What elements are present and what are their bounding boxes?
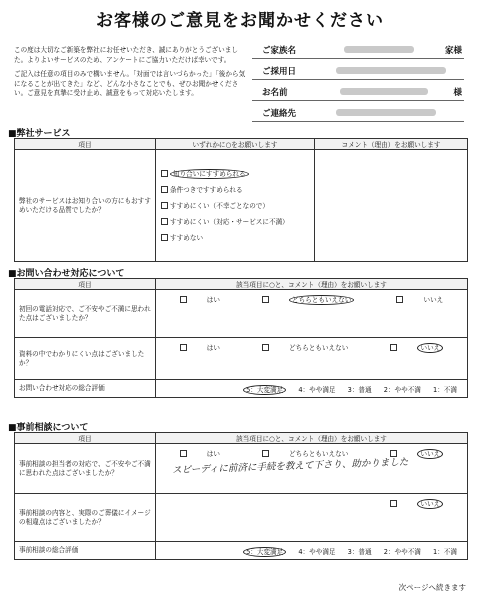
consultation-overall-scale: [156, 542, 468, 560]
col-header-item: 項目: [15, 279, 156, 290]
checkbox[interactable]: [180, 450, 187, 457]
answer-label: はい: [206, 450, 220, 458]
answer-neutral[interactable]: [252, 296, 364, 304]
inquiry-answer-1: [156, 290, 468, 338]
option-label: すすめにくい（対応・サービスに不満）: [170, 218, 289, 226]
section-heading-inquiry: ■お問い合わせ対応について: [8, 269, 125, 279]
inquiry-question-2: 資料の中でわかりにくい点はございましたか？: [15, 338, 156, 380]
name-row[interactable]: [252, 84, 464, 101]
contact-label: ご連絡先: [262, 109, 297, 119]
scale-4[interactable]: 4：やや満足: [298, 385, 336, 394]
redacted-value: [340, 88, 428, 95]
handwritten-comment: スピーディに前済に手続を教えて下さり、助かりました: [171, 456, 409, 477]
inquiry-overall-label: お問い合わせ対応の総合評価: [15, 380, 156, 398]
answer-yes[interactable]: [170, 296, 230, 304]
inquiry-question-1: 初回の電話対応で、ご不安やご不満に思われた点はございましたか？: [15, 290, 156, 338]
inquiry-answer-2: [156, 338, 468, 380]
answer-label: いいえ: [417, 499, 443, 509]
answer-label: はい: [206, 344, 220, 352]
family-suffix: 家様: [444, 46, 462, 56]
option-1[interactable]: [161, 168, 314, 178]
option-2[interactable]: [161, 184, 314, 194]
answer-no[interactable]: [380, 500, 453, 508]
section-heading-service: ■弊社サービス: [8, 129, 71, 139]
scale-3[interactable]: 3：普通: [347, 385, 372, 394]
col-header-choice: 該当項目に○と、コメント（理由）をお願いします: [156, 279, 468, 290]
checkbox[interactable]: [396, 296, 403, 303]
answer-no[interactable]: [380, 344, 453, 352]
redacted-value: [336, 67, 446, 74]
checkbox[interactable]: [262, 344, 269, 351]
col-header-choice: いずれかに○をお願いします: [156, 139, 315, 150]
intro-paragraph-2: ご記入は任意の項目のみで構いません。「対面では言いづらかった」「後から気になることが出てきた」など、どんな小さなことでも、ぜひお聞かせください。ご意見を真摯に受け止め、誠意をもって対応いたします。: [14, 70, 246, 98]
scale-2[interactable]: 2：やや不満: [383, 547, 421, 556]
answer-yes[interactable]: [170, 344, 230, 352]
checkbox[interactable]: [390, 344, 397, 351]
option-label: 知り合いにすすめられる: [170, 169, 249, 179]
date-row[interactable]: [252, 63, 464, 80]
scale-1[interactable]: 1：不満: [433, 547, 457, 556]
redacted-value: [344, 46, 414, 53]
option-5[interactable]: [161, 232, 314, 242]
name-label: お名前: [262, 88, 288, 98]
inquiry-table: [14, 278, 468, 398]
answer-label: いいえ: [417, 449, 443, 459]
service-options: [156, 150, 315, 262]
col-header-comment: コメント（理由）をお願いします: [315, 139, 468, 150]
scale-5[interactable]: 5：大変満足: [243, 385, 286, 395]
checkbox[interactable]: [161, 202, 168, 209]
answer-label: いいえ: [417, 343, 443, 353]
intro-text: [14, 46, 246, 104]
checkbox[interactable]: [161, 186, 168, 193]
col-header-choice: 該当項目に○と、コメント（理由）をお願いします: [156, 433, 468, 444]
checkbox[interactable]: [180, 296, 187, 303]
answer-label: どちらともいえない: [289, 295, 354, 305]
checkbox[interactable]: [180, 344, 187, 351]
continued-note: 次ページへ続きます: [398, 583, 466, 592]
scale-1[interactable]: 1：不満: [433, 385, 457, 394]
answer-label: どちらともいえない: [289, 344, 349, 352]
form-title: お客様のご意見をお聞かせください: [96, 11, 384, 31]
consultation-overall-label: 事前相談の総合評価: [15, 542, 156, 560]
intro-paragraph-1: この度は大切なご新築を弊社にお任せいただき、誠にありがとうございました。よりよいサービスのため、アンケートにご協力いただけば幸いです。: [14, 46, 238, 64]
answer-neutral[interactable]: [252, 344, 358, 352]
col-header-item: 項目: [15, 139, 156, 150]
name-suffix: 様: [453, 88, 462, 98]
inquiry-overall-scale: [156, 380, 468, 398]
checkbox[interactable]: [262, 296, 269, 303]
option-label: すすめにくい（不幸ごとなので）: [170, 202, 269, 210]
scale-2[interactable]: 2：やや不満: [383, 385, 421, 394]
checkbox[interactable]: [161, 234, 168, 241]
answer-label: どちらともいえない: [289, 450, 349, 458]
service-question: 弊社のサービスはお知り合いの方にもおすすめいただける品質でしたか？: [15, 150, 156, 262]
answer-label: いいえ: [423, 296, 444, 304]
checkbox[interactable]: [390, 500, 397, 507]
section-heading-consultation: ■事前相談について: [8, 423, 89, 433]
scale-5[interactable]: 5：大変満足: [243, 547, 286, 557]
scale-3[interactable]: 3：普通: [347, 547, 372, 556]
answer-yes[interactable]: [170, 450, 230, 458]
option-4[interactable]: [161, 216, 314, 226]
option-3[interactable]: [161, 200, 314, 210]
checkbox[interactable]: [262, 450, 269, 457]
option-label: 条件つきですすめられる: [170, 186, 243, 194]
consultation-table: [14, 432, 468, 560]
redacted-value: [336, 109, 436, 116]
answer-no[interactable]: [386, 296, 453, 304]
contact-row[interactable]: [252, 105, 464, 122]
customer-info: [252, 42, 464, 126]
checkbox[interactable]: [161, 218, 168, 225]
service-comment-cell[interactable]: [315, 150, 468, 262]
date-label: ご採用日: [262, 67, 297, 77]
service-table: [14, 138, 468, 262]
option-label: すすめない: [170, 234, 204, 242]
checkbox[interactable]: [161, 170, 168, 177]
family-name-row[interactable]: [252, 42, 464, 59]
consultation-question-2: 事前相談の内容と、実際のご葬儀にイメージの相違点はございましたか？: [15, 494, 156, 542]
consultation-question-1: 事前相談の担当者の対応で、ご不安やご不満に思われた点はございましたか？: [15, 444, 156, 494]
answer-label: はい: [206, 296, 220, 304]
col-header-item: 項目: [15, 433, 156, 444]
family-name-label: ご家族名: [262, 46, 297, 56]
consultation-answer-2: [156, 494, 468, 542]
scale-4[interactable]: 4：やや満足: [298, 547, 336, 556]
